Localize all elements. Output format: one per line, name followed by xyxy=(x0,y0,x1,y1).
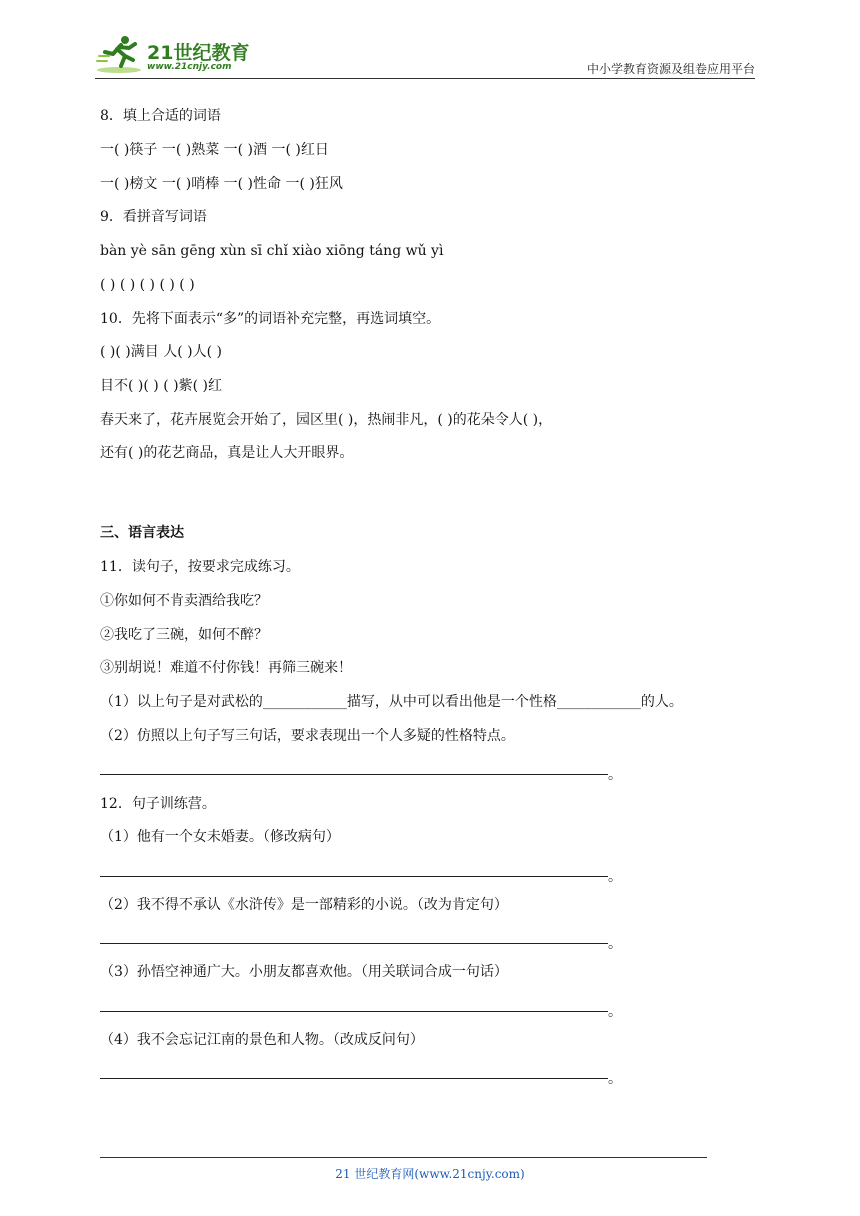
q12-part-3: （3）孙悟空神通广大。小朋友都喜欢他。（用关联词合成一句话） xyxy=(100,964,508,980)
q12-title: 12．句子训练营。 xyxy=(100,796,216,812)
answer-underline[interactable] xyxy=(100,876,608,877)
footer-divider xyxy=(100,1157,707,1158)
q10-row-1: ( )( )满目 人( )人( ) xyxy=(100,344,222,360)
q12-part-1: （1）他有一个女未婚妻。（修改病句） xyxy=(100,829,340,845)
header-platform-text: 中小学教育资源及组卷应用平台 xyxy=(586,62,755,76)
q9-blanks: ( ) ( ) ( ) ( ) ( ) xyxy=(100,277,195,293)
q8-row-2: 一( )榜文 一( )哨棒 一( )性命 一( )狂风 xyxy=(100,176,343,192)
answer-underline[interactable] xyxy=(100,1078,608,1079)
section-3-title: 三、语言表达 xyxy=(100,525,184,541)
q12-part-4: （4）我不会忘记江南的景色和人物。（改成反问句） xyxy=(100,1032,424,1048)
answer-period: 。 xyxy=(608,936,622,952)
answer-period: 。 xyxy=(608,1071,622,1087)
q9-title: 9．看拼音写词语 xyxy=(100,209,207,225)
logo xyxy=(95,34,265,74)
q10-row-2: 目不( )( ) ( )紫( )红 xyxy=(100,378,222,394)
q11-sentence-1: ①你如何不肯卖酒给我吃？ xyxy=(100,593,268,609)
logo-text: 21世纪教育 xyxy=(147,42,250,64)
logo-url: www.21cnjy.com xyxy=(147,62,232,72)
q8-title: 8．填上合适的词语 xyxy=(100,108,221,124)
q11-part-1: （1）以上句子是对武松的____________描写，从中可以看出他是一个性格____________的人。 xyxy=(100,694,683,710)
header-divider xyxy=(95,78,755,79)
q10-title: 10．先将下面表示“多”的词语补充完整，再选词填空。 xyxy=(100,311,441,327)
answer-underline[interactable] xyxy=(100,774,608,775)
q8-row-1: 一( )筷子 一( )熟菜 一( )酒 一( )红日 xyxy=(100,142,329,158)
q11-part-2: （2）仿照以上句子写三句话，要求表现出一个人多疑的性格特点。 xyxy=(100,728,515,744)
q10-row-4: 还有( )的花艺商品，真是让人大开眼界。 xyxy=(100,445,354,461)
answer-underline[interactable] xyxy=(100,943,608,944)
q11-title: 11．读句子，按要求完成练习。 xyxy=(100,559,300,575)
answer-period: 。 xyxy=(608,767,622,783)
runner-logo-icon xyxy=(95,34,145,74)
answer-period: 。 xyxy=(608,869,622,885)
answer-period: 。 xyxy=(608,1004,622,1020)
q10-row-3: 春天来了，花卉展览会开始了，园区里( )，热闹非凡，( )的花朵令人( )， xyxy=(100,412,553,428)
page-header xyxy=(95,30,755,80)
q11-sentence-2: ②我吃了三碗，如何不醉？ xyxy=(100,627,268,643)
q11-sentence-3: ③别胡说！难道不付你钱！再筛三碗来！ xyxy=(100,660,352,676)
q12-part-2: （2）我不得不承认《水浒传》是一部精彩的小说。（改为肯定句） xyxy=(100,897,508,913)
footer-link[interactable]: 21 世纪教育网(www.21cnjy.com) xyxy=(335,1167,525,1181)
q9-pinyin: bàn yè sān gēng xùn sī chǐ xiào xiōng táng wǔ yì xyxy=(100,243,444,259)
answer-underline[interactable] xyxy=(100,1011,608,1012)
